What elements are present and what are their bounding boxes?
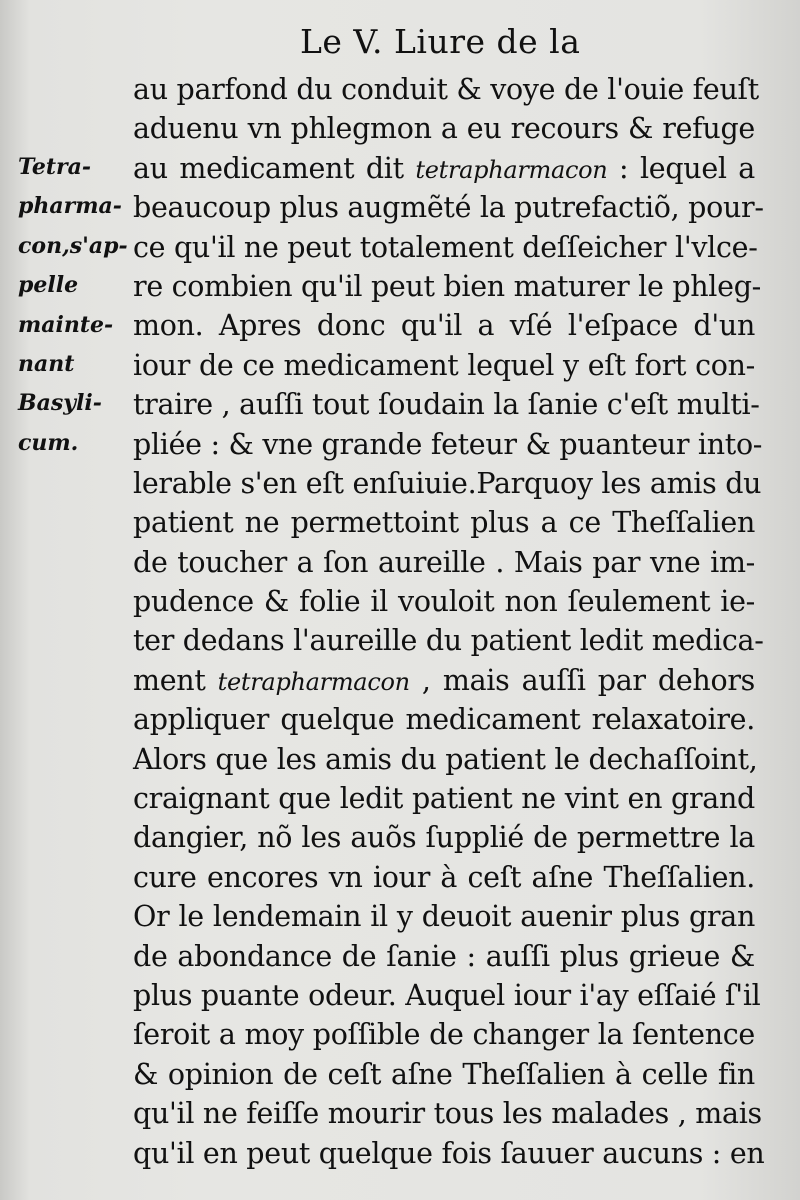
text-run: plus puante odeur. Auquel iour i'ay eſſaié ſ'il — [133, 978, 761, 1012]
margin-note-line: mainte- — [18, 311, 114, 338]
text-line — [133, 267, 761, 306]
text-line — [133, 109, 755, 148]
text-run: patient ne permettoint plus a ce Theſſalien — [133, 506, 755, 540]
margin-note-line: pharma- — [18, 193, 122, 220]
text-line — [133, 661, 755, 700]
text-run: qu'il ne feiſſe mourir tous les malades , mais — [133, 1097, 762, 1131]
text-line — [133, 779, 755, 818]
text-line — [133, 937, 755, 976]
text-run: ce qu'il ne peut totalement deſſeicher l'vlce- — [133, 230, 758, 264]
text-line — [133, 1134, 765, 1173]
text-line — [133, 1055, 755, 1094]
text-line — [133, 976, 761, 1015]
text-run: de toucher a ſon aureille . Mais par vne im- — [133, 545, 755, 579]
text-line — [133, 818, 755, 857]
text-run: ſeroit a moy poſſible de changer la ſentence — [133, 1018, 755, 1052]
text-run: appliquer quelque medicament relaxatoire. — [133, 703, 755, 737]
text-line — [133, 897, 755, 936]
text-line — [133, 425, 763, 464]
text-run: au medicament dit — [133, 151, 416, 185]
body-text — [133, 70, 765, 1173]
text-run: au parfond du conduit & voye de l'ouie feuſt — [133, 73, 759, 106]
italic-term: tetrapharmacon — [217, 667, 410, 696]
text-line — [133, 228, 758, 267]
text-line — [133, 149, 755, 188]
text-line — [133, 543, 755, 582]
text-line — [133, 70, 759, 109]
text-line — [133, 582, 755, 621]
text-line — [133, 188, 764, 227]
text-run: mon. Apres donc qu'il a vſé l'eſpace d'un — [133, 309, 755, 343]
margin-note — [18, 148, 128, 463]
text-run: lerable s'en eſt enſuiuie.Parquoy les amis du — [133, 466, 762, 500]
text-run: re combien qu'il peut bien maturer le phleg- — [133, 269, 761, 303]
margin-note-line: Basyli- — [18, 390, 102, 417]
margin-note-line: con,s'ap- — [18, 232, 128, 259]
margin-note-line: nant — [18, 350, 75, 377]
text-run: pudence & folie il vouloit non ſeulement ie- — [133, 585, 755, 619]
text-line — [133, 346, 755, 385]
text-run: ter dedans l'aureille du patient ledit medica- — [133, 624, 764, 658]
text-run: Alors que les amis du patient le dechaſſoint, — [133, 742, 758, 776]
text-line — [133, 858, 755, 897]
text-run: & opinion de ceſt aſne Theſſalien à celle fin — [133, 1057, 755, 1091]
text-run: qu'il en peut quelque fois ſauuer aucuns : en — [133, 1136, 765, 1170]
text-run: ment — [133, 663, 218, 697]
text-run: dangier, nõ les auõs ſupplié de permettre la — [133, 821, 755, 855]
text-line — [133, 740, 758, 779]
margin-note-line: cum. — [18, 429, 79, 456]
text-line — [133, 1094, 762, 1133]
margin-note-line: Tetra- — [18, 154, 91, 180]
text-run: cure encores vn iour à ceſt aſne Theſſalien. — [133, 860, 755, 894]
text-line — [133, 306, 755, 345]
text-run: beaucoup plus augmẽté la putrefactiõ, pour- — [133, 191, 764, 225]
text-line — [133, 621, 764, 660]
text-run: , mais auſſi par dehors — [409, 663, 755, 697]
text-run: de abondance de ſanie : auſſi plus grieue & — [133, 939, 755, 973]
text-line — [133, 1015, 755, 1054]
text-run: Or le lendemain il y deuoit auenir plus gran — [133, 900, 755, 934]
text-run: pliée : & vne grande feteur & puanteur into- — [133, 427, 763, 461]
text-run: iour de ce medicament lequel y eſt fort con- — [133, 348, 755, 382]
text-run: : lequel a — [607, 151, 755, 185]
text-line — [133, 700, 755, 739]
text-line — [133, 385, 760, 424]
text-run: craignant que ledit patient ne vint en grand — [133, 782, 755, 816]
text-run: traire , auſſi tout ſoudain la ſanie c'eſt multi- — [133, 388, 760, 422]
text-line — [133, 503, 755, 542]
running-head: Le V. Liure de la — [300, 22, 581, 61]
italic-term: tetrapharmacon — [415, 155, 608, 184]
margin-note-line: pelle — [18, 272, 79, 299]
text-line — [133, 464, 762, 503]
text-run: aduenu vn phlegmon a eu recours & refuge — [133, 112, 755, 146]
